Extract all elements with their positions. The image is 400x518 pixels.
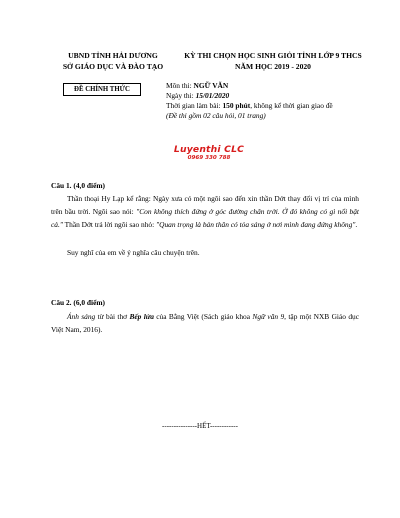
- issuer-header: [48, 50, 178, 72]
- official-exam-badge: ĐỀ CHÍNH THỨC: [63, 83, 141, 96]
- time-suffix: , không kể thời gian giao đề: [250, 101, 333, 110]
- end-marker: ---------------HẾT------------: [162, 422, 238, 430]
- date-line: [166, 91, 333, 101]
- subject-value: NGỮ VĂN: [193, 81, 229, 90]
- time-label: Thời gian làm bài:: [166, 101, 223, 110]
- q1-quote-2: "Quan trọng là bản thân có tỏa sáng ở nơi mình đang đứng không": [156, 220, 356, 229]
- question-2-title: Câu 2. (6,0 điểm): [51, 298, 105, 307]
- issuer-line-1: UBND TỈNH HẢI DƯƠNG: [68, 51, 158, 60]
- exam-title: KỲ THI CHỌN HỌC SINH GIỎI TỈNH LỚP 9 THCS: [184, 51, 362, 60]
- logo-title: Luyenthi CLC: [173, 144, 245, 155]
- q2-em-1: Ánh sáng: [67, 312, 96, 321]
- question-2-body: [51, 310, 359, 336]
- date-value: 15/01/2020: [195, 91, 230, 100]
- time-line: [166, 101, 333, 111]
- q2-text-2: của Bằng Việt (Sách giáo khoa: [153, 312, 253, 321]
- q2-book-title: Ngữ văn 9: [252, 312, 285, 321]
- q2-poem-title: Bếp lửa: [129, 312, 154, 321]
- subject-line: [166, 81, 333, 91]
- q1-quote-1: "Con không thích đứng ở góc đường chân trời. Ở đó không có gì nổi bật cả.": [51, 207, 359, 229]
- q1-end: .: [355, 220, 358, 229]
- exam-note: (Đề thi gồm 02 câu hỏi, 01 trang): [166, 111, 266, 120]
- q2-text-1: từ bài thơ: [95, 312, 130, 321]
- watermark-logo: [172, 145, 246, 162]
- q2-text-3: , tập một NXB Giáo dục Việt Nam, 2016).: [51, 312, 359, 334]
- logo-phone: 0969 330 788: [187, 155, 231, 161]
- time-value: 150 phút: [222, 101, 251, 110]
- question-1-title: Câu 1. (4,0 điểm): [51, 181, 105, 190]
- date-label: Ngày thi:: [166, 91, 196, 100]
- q1-mid: Thần Dớt trả lời ngôi sao nhỏ:: [62, 220, 157, 229]
- question-1-prompt: Suy nghĩ của em về ý nghĩa câu chuyện trên.: [67, 248, 200, 257]
- q1-intro: Thần thoại Hy Lạp kể rằng: Ngày xưa có một ngôi sao đến xin thần Dớt thay đổi vị trí của mình trên bầu trời. Ngôi sao nói:: [51, 194, 359, 216]
- exam-title-header: [168, 50, 378, 72]
- issuer-line-2: SỞ GIÁO DỤC VÀ ĐÀO TẠO: [62, 62, 164, 71]
- subject-label: Môn thi:: [166, 81, 194, 90]
- school-year: NĂM HỌC 2019 - 2020: [235, 62, 311, 71]
- exam-info: [166, 81, 333, 121]
- question-1-body: [51, 192, 359, 231]
